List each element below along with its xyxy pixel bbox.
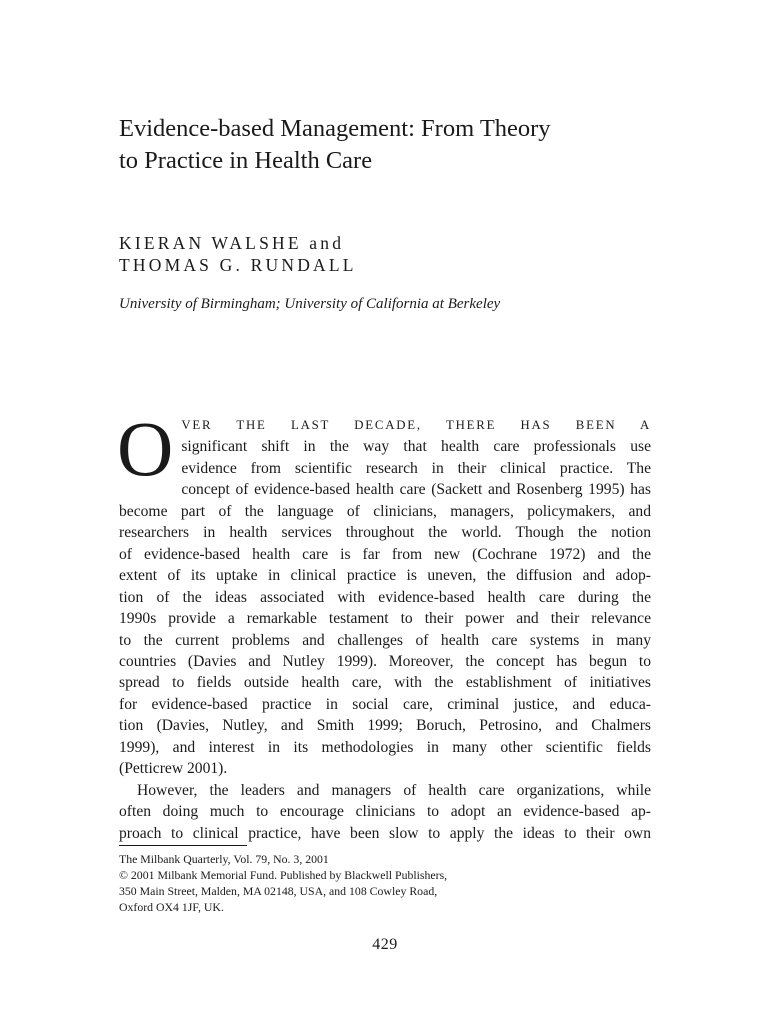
body-line: evidence from scientific research in their clinical practice. The (181, 459, 651, 477)
body-line: of evidence-based health care is far from new (Cochrane 1972) and the (119, 545, 651, 563)
body-line: for evidence-based practice in social care, criminal justice, and educa- (119, 695, 651, 713)
article-title-line: Evidence-based Management: From Theory (119, 115, 551, 142)
footnote-line: © 2001 Milbank Memorial Fund. Published by Blackwell Publishers, (119, 868, 448, 882)
body-line: However, the leaders and managers of health care organizations, while (137, 781, 651, 799)
body-line: countries (Davies and Nutley 1999). Moreover, the concept has begun to (119, 652, 651, 670)
body-line: to the current problems and challenges of health care systems in many (119, 631, 651, 649)
body-line: proach to clinical practice, have been slow to apply the ideas to their own (119, 824, 651, 842)
body-line: VER THE LAST DECADE, THERE HAS BEEN A (181, 418, 651, 432)
body-line: researchers in health services throughout the world. Though the notion (119, 524, 651, 542)
footnote-line: Oxford OX4 1JF, UK. (119, 900, 224, 914)
body-line: become part of the language of clinicians, managers, policymakers, and (119, 502, 651, 520)
article-title (119, 113, 651, 177)
body-line: spread to fields outside health care, with the establishment of initiatives (119, 674, 651, 692)
publication-footnote (119, 851, 447, 915)
body-line: tion of the ideas associated with evidence-based health care during the (119, 588, 651, 606)
body-line: tion (Davies, Nutley, and Smith 1999; Boruch, Petrosino, and Chalmers (119, 717, 651, 735)
body-line: extent of its uptake in clinical practice is uneven, the diffusion and adop- (119, 567, 651, 585)
article-body (117, 405, 651, 844)
footnote-line: 350 Main Street, Malden, MA 02148, USA, and 108 Cowley Road, (119, 884, 438, 898)
footnote-divider (119, 845, 247, 846)
body-line: (Petticrew 2001). (119, 760, 228, 778)
page-number: 429 (372, 936, 398, 953)
article-page (119, 0, 651, 1024)
author-line: KIERAN WALSHE and (119, 233, 345, 253)
body-line: often doing much to encourage clinicians to adopt an evidence-based ap- (119, 803, 651, 821)
drop-cap: O (117, 405, 174, 492)
author-list (119, 232, 357, 276)
footnote-line: The Milbank Quarterly, Vol. 79, No. 3, 2001 (119, 852, 329, 866)
body-line: significant shift in the way that health care professionals use (181, 438, 651, 456)
article-title-line: to Practice in Health Care (119, 147, 373, 174)
author-affiliation: University of Birmingham; University of California at Berkeley (119, 296, 501, 312)
body-line: 1990s provide a remarkable testament to their power and their relevance (119, 610, 651, 628)
body-line: 1999), and interest in its methodologies in many other scientific fields (119, 738, 651, 756)
body-line: concept of evidence-based health care (Sackett and Rosenberg 1995) has (181, 481, 651, 499)
author-line: THOMAS G. RUNDALL (119, 255, 357, 275)
